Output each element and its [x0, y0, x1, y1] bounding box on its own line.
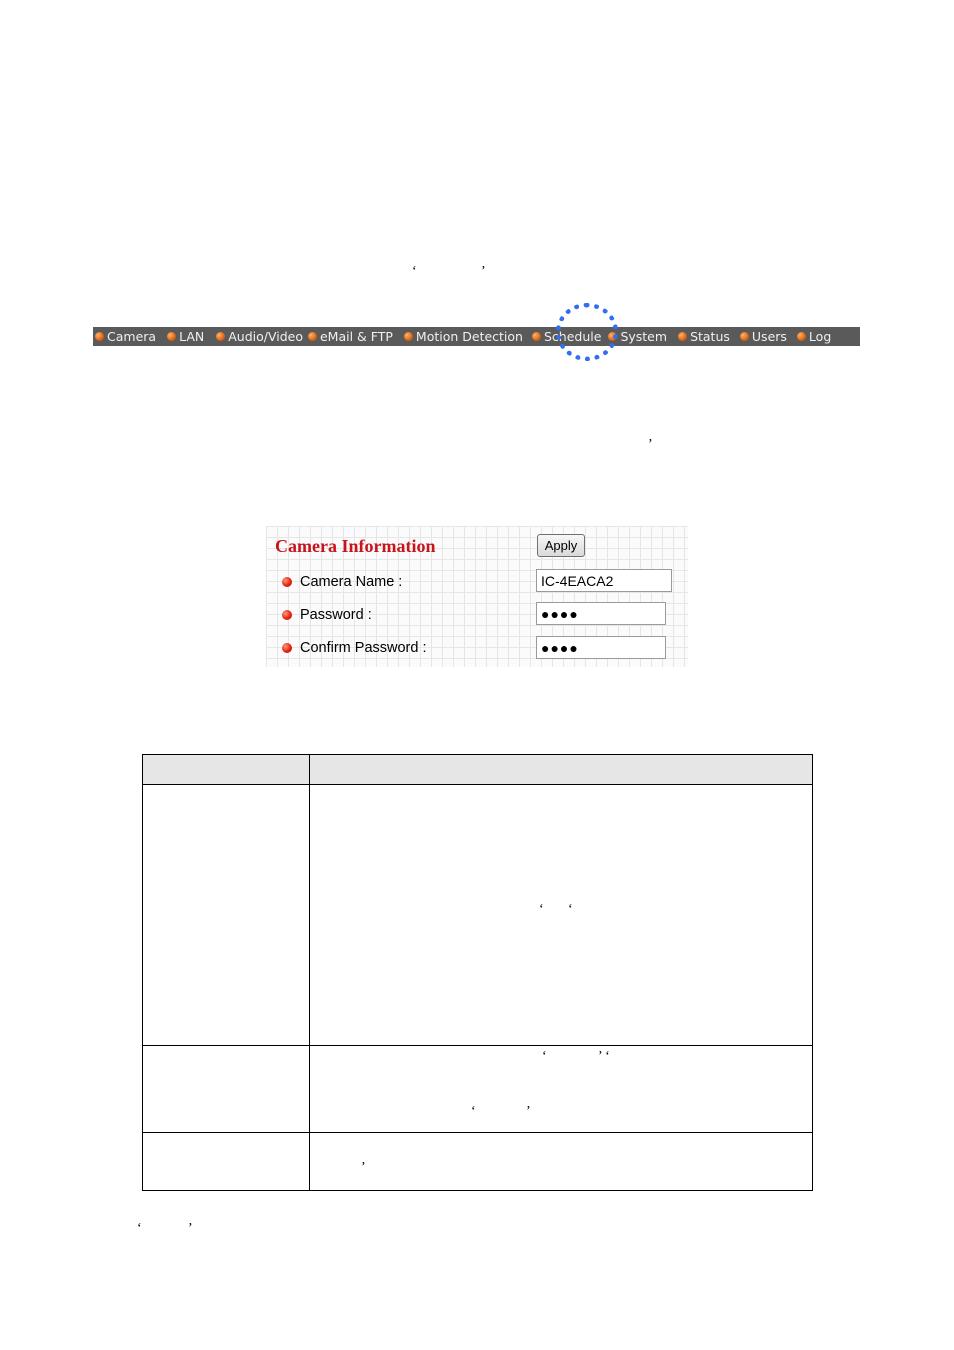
row1-open-quote: ‘ — [539, 902, 544, 917]
description-table — [142, 754, 813, 1191]
camera-name-row — [282, 574, 402, 590]
main-nav-bar — [93, 327, 860, 346]
footer-close-quote: ’ — [188, 1221, 193, 1236]
bullet-icon — [797, 332, 806, 341]
bullet-icon — [282, 577, 292, 587]
bullet-icon — [216, 332, 225, 341]
row2-open-quote-2: ‘ — [471, 1104, 476, 1119]
table-row — [143, 1133, 813, 1191]
table-header-cell — [310, 755, 813, 785]
table-row — [143, 1046, 813, 1133]
bullet-icon — [282, 610, 292, 620]
footer-open-quote: ‘ — [137, 1221, 142, 1236]
confirm-password-input[interactable] — [536, 636, 666, 659]
table-cell — [143, 785, 310, 1046]
intro-open-quote: ‘ — [412, 264, 417, 279]
nav-item-email-ftp[interactable]: eMail & FTP — [308, 329, 393, 344]
apply-button[interactable]: Apply — [537, 534, 585, 557]
nav-item-log[interactable]: Log — [797, 329, 831, 344]
table-row — [143, 785, 813, 1046]
row1-close-quote: ‘ — [568, 902, 573, 917]
table-cell — [310, 785, 813, 1046]
table-cell — [143, 1046, 310, 1133]
camera-information-panel — [266, 526, 688, 667]
bullet-icon — [404, 332, 413, 341]
nav-item-lan[interactable]: LAN — [167, 329, 204, 344]
camera-name-label: Camera Name : — [300, 574, 403, 590]
row3-close-quote: ’ — [361, 1160, 366, 1175]
nav-item-motion-detection[interactable]: Motion Detection — [404, 329, 523, 344]
panel-title: Camera Information — [275, 536, 436, 556]
bullet-icon — [282, 643, 292, 653]
bullet-icon — [532, 332, 541, 341]
note-close-quote: ’ — [648, 437, 653, 452]
bullet-icon — [740, 332, 749, 341]
bullet-icon — [608, 332, 617, 341]
nav-item-camera[interactable]: Camera — [95, 329, 156, 344]
nav-item-users[interactable]: Users — [740, 329, 787, 344]
bullet-icon — [167, 332, 176, 341]
password-row — [282, 607, 372, 623]
table-cell — [310, 1046, 813, 1133]
row2-close-quote: ’ ‘ — [598, 1049, 610, 1064]
bullet-icon — [95, 332, 104, 341]
confirm-password-row — [282, 640, 427, 656]
nav-item-status[interactable]: Status — [678, 329, 730, 344]
intro-close-quote: ’ — [481, 264, 486, 279]
row2-open-quote: ‘ — [542, 1049, 547, 1064]
table-cell — [310, 1133, 813, 1191]
nav-item-audio-video[interactable]: Audio/Video — [216, 329, 303, 344]
nav-item-schedule[interactable]: Schedule — [532, 329, 601, 344]
bullet-icon — [678, 332, 687, 341]
password-label: Password : — [300, 607, 372, 623]
nav-item-system[interactable]: System — [608, 329, 667, 344]
table-cell — [143, 1133, 310, 1191]
camera-name-input[interactable] — [536, 569, 672, 592]
password-input[interactable] — [536, 602, 666, 625]
row2-close-quote-2: ’ — [526, 1104, 531, 1119]
bullet-icon — [308, 332, 317, 341]
table-header-row — [143, 755, 813, 785]
confirm-password-label: Confirm Password : — [300, 640, 427, 656]
table-header-cell — [143, 755, 310, 785]
